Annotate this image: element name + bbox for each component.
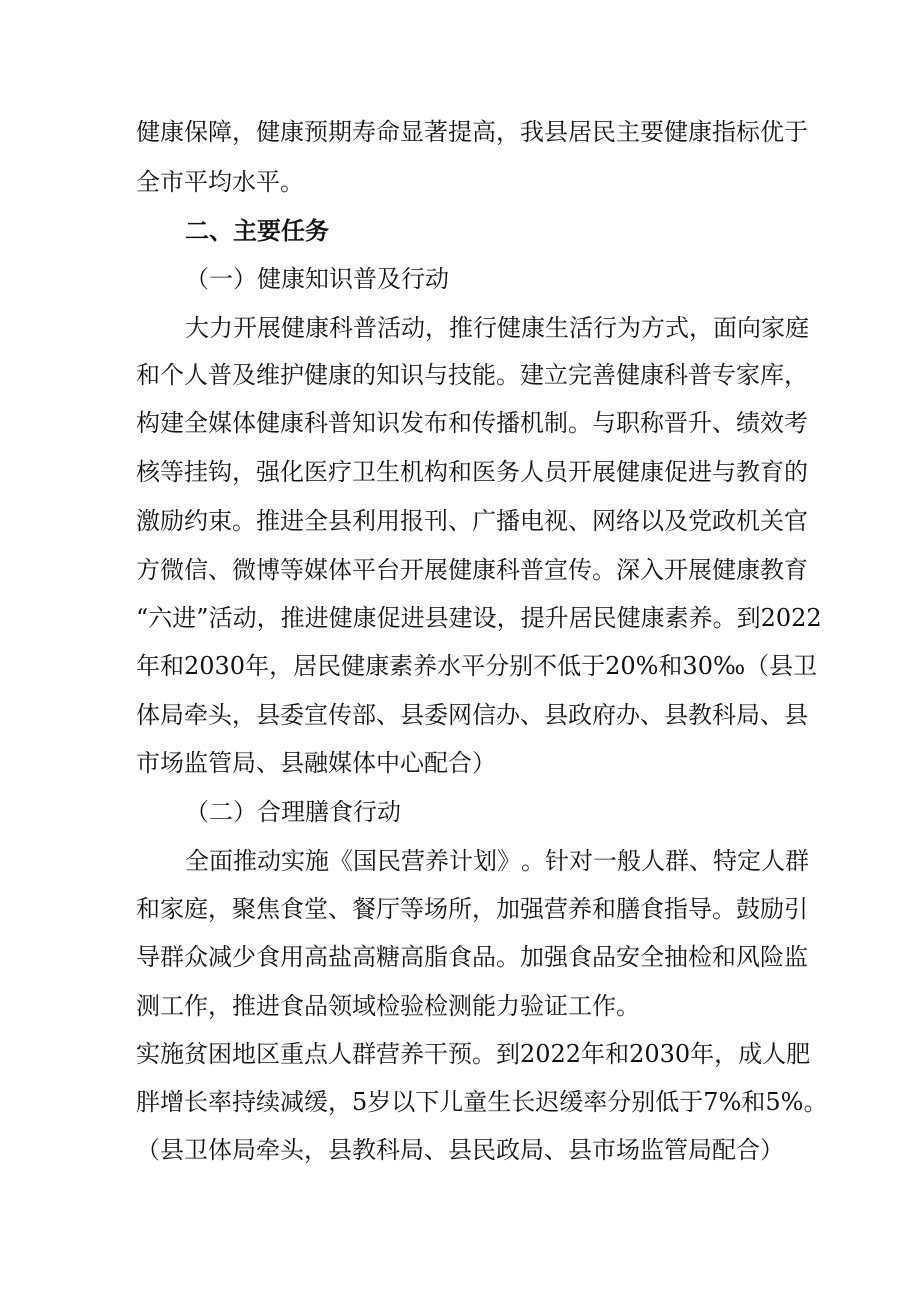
paragraph-line: 健 康 保 障 ， 健 康 预 期 寿 命 显 著 提 高 ， 我 县 居 民 主 要 健 康 指 标 优 于	[136, 118, 808, 146]
paragraph-line: 构 建 全 媒 体 健 康 科 普 知 识 发 布 和 传 播 机 制 。 与 职 称 晋 升 、 绩 效 考	[136, 409, 808, 437]
paragraph-line: 激 励 约 束 。 推 进 全 县 利 用 报 刊 、 广 播 电 视 、 网 络 以 及 党 政 机 关 官	[136, 507, 808, 535]
paragraph-line: 测工作，推进食品领域检验检测能力验证工作。	[136, 992, 640, 1020]
paragraph-line: 实 施 贫 困 地 区 重 点 人 群 营 养 干 预 。 到 2022 年 和 2030 年 ， 成 人 肥	[136, 1040, 811, 1068]
paragraph-line: 市场监管局、县融媒体中心配合）	[136, 749, 496, 777]
paragraph-line: 核 等 挂 钩 ， 强 化 医 疗 卫 生 机 构 和 医 务 人 员 开 展 健 康 促 进 与 教 育 的	[136, 458, 808, 486]
paragraph-line: （县卫体局牵头，县教科局、县民政局、县市场监管局配合）	[136, 1136, 784, 1164]
paragraph-line: 年 和 2030 年 ， 居 民 健 康 素 养 水 平 分 别 不 低 于 20% 和 30‰ （ 县 卫	[136, 652, 818, 680]
subsection-heading: （一）健康知识普及行动	[185, 265, 449, 293]
section-heading: 二、主要任务	[185, 217, 329, 245]
paragraph-line: 和 家 庭 ， 聚 焦 食 堂 、 餐 厅 等 场 所 ， 加 强 营 养 和 膳 食 指 导 。 鼓 励 引	[136, 895, 808, 923]
paragraph-line: “ 六 进 ” 活 动 ， 推 进 健 康 促 进 县 建 设 ， 提 升 居 民 健 康 素 养 。 到 2022	[136, 604, 822, 632]
paragraph-line: 全 面 推 动 实 施 《 国 民 营 养 计 划 》 。 针 对 一 般 人 群 、 特 定 人 群	[185, 847, 809, 875]
paragraph-line: 胖 增 长 率 持 续 减 缓 ， 5 岁 以 下 儿 童 生 长 迟 缓 率 分 别 低 于 7% 和 5% 。	[136, 1088, 828, 1116]
paragraph-line: 方 微 信 、 微 博 等 媒 体 平 台 开 展 健 康 科 普 宣 传 。 深 入 开 展 健 康 教 育	[136, 556, 808, 584]
paragraph-line: 全市平均水平。	[136, 168, 304, 196]
subsection-heading: （二）合理膳食行动	[185, 798, 401, 826]
paragraph-line: 大 力 开 展 健 康 科 普 活 动 ， 推 行 健 康 生 活 行 为 方 式 ， 面 向 家 庭	[185, 314, 809, 342]
paragraph-line: 体 局 牵 头 ， 县 委 宣 传 部 、 县 委 网 信 办 、 县 政 府 办 、 县 教 科 局 、 县	[136, 701, 808, 729]
paragraph-line: 导 群 众 减 少 食 用 高 盐 高 糖 高 脂 食 品 。 加 强 食 品 安 全 抽 检 和 风 险 监	[136, 943, 808, 971]
paragraph-line: 和 个 人 普 及 维 护 健 康 的 知 识 与 技 能 。 建 立 完 善 健 康 科 普 专 家 库 ，	[136, 361, 808, 389]
